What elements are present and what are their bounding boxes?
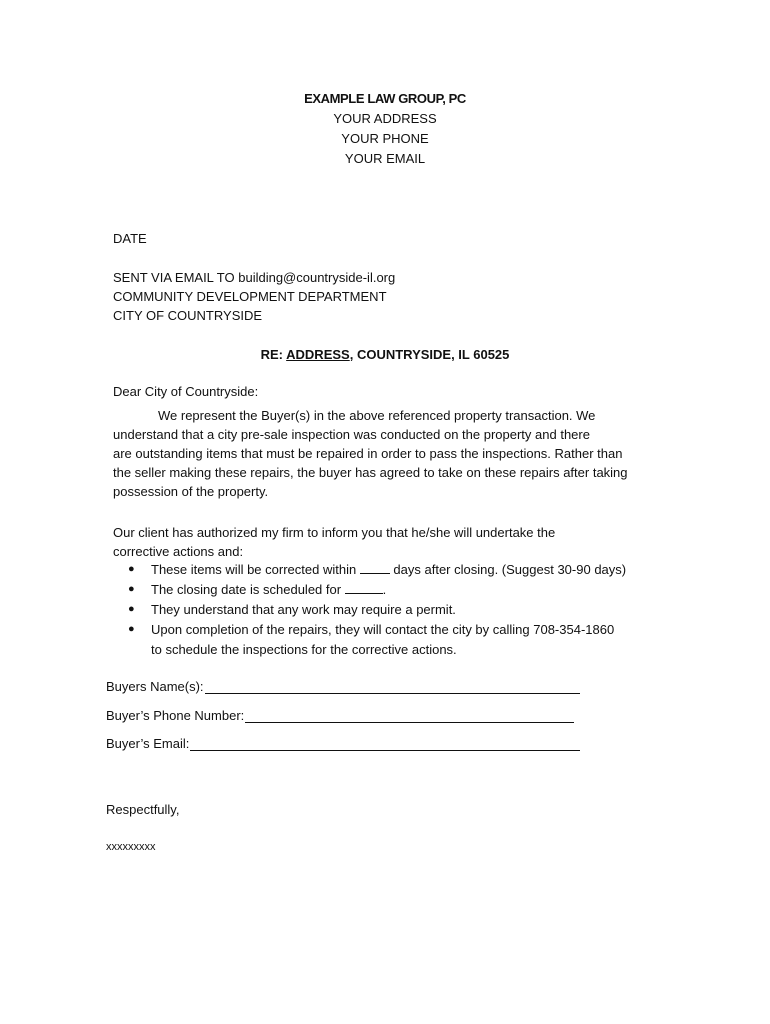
bullet-icon: ● (128, 603, 135, 615)
buyers-name-field (106, 676, 580, 696)
paragraph-2-line: Our client has authorized my firm to inform you that he/she will undertake the (113, 525, 556, 540)
paragraph-2 (113, 523, 658, 561)
closing: Respectfully, (106, 802, 180, 817)
list-item-text: They understand that any work may require a permit. (151, 602, 456, 617)
list-item-text: Upon completion of the repairs, they will contact the city by calling 708-354-1860 (151, 622, 615, 637)
recipient-line-1: SENT VIA EMAIL TO building@countryside-il.org (113, 270, 396, 285)
buyer-email-label: Buyer’s Email: (106, 736, 190, 751)
list-item (113, 600, 673, 620)
buyer-email-field (106, 733, 580, 753)
paragraph-1-line: are outstanding items that must be repaired in order to pass the inspections. Rather than (113, 446, 623, 461)
firm-address: YOUR ADDRESS (333, 111, 437, 126)
firm-name: EXAMPLE LAW GROUP, PC (304, 91, 466, 106)
paragraph-1-line: We represent the Buyer(s) in the above referenced property transaction. We (158, 408, 596, 423)
buyer-phone-line (245, 708, 574, 723)
buyers-name-label: Buyers Name(s): (106, 679, 204, 694)
bullet-icon: ● (128, 623, 135, 635)
closing-date-blank (345, 581, 383, 594)
corrective-actions-list (113, 560, 673, 660)
list-item-text: to schedule the inspections for the corrective actions. (151, 641, 457, 657)
list-item (113, 560, 673, 580)
recipient-line-3: CITY OF COUNTRYSIDE (113, 308, 263, 323)
paragraph-1-line: the seller making these repairs, the buyer has agreed to take on these repairs after taking (113, 465, 628, 480)
date-label: DATE (113, 231, 147, 246)
buyer-phone-field (106, 705, 574, 725)
bullet-icon: ● (128, 563, 135, 575)
list-item (113, 620, 673, 659)
re-prefix: RE: (260, 347, 287, 362)
salutation: Dear City of Countryside: (113, 384, 259, 399)
bullet-icon: ● (128, 583, 135, 595)
buyers-name-line (205, 679, 580, 694)
paragraph-1 (113, 406, 658, 501)
days-blank (360, 561, 390, 574)
signature: xxxxxxxxx (106, 841, 156, 853)
paragraph-2-line: corrective actions and: (113, 544, 244, 559)
paragraph-1-line: understand that a city pre-sale inspection was conducted on the property and there (113, 427, 590, 442)
list-item-text: These items will be corrected within days after closing. (Suggest 30-90 days) (151, 562, 627, 577)
list-item (113, 580, 673, 600)
paragraph-1-line: possession of the property. (113, 484, 269, 499)
buyer-phone-label: Buyer’s Phone Number: (106, 708, 245, 723)
firm-email: YOUR EMAIL (344, 151, 426, 166)
firm-phone: YOUR PHONE (341, 131, 429, 146)
re-suffix: , COUNTRYSIDE, IL 60525 (349, 347, 510, 362)
re-line (0, 345, 770, 364)
recipient-line-2: COMMUNITY DEVELOPMENT DEPARTMENT (113, 289, 387, 304)
list-item-text: The closing date is scheduled for . (151, 582, 387, 597)
re-address: ADDRESS (286, 347, 350, 362)
buyer-email-line (190, 736, 580, 751)
